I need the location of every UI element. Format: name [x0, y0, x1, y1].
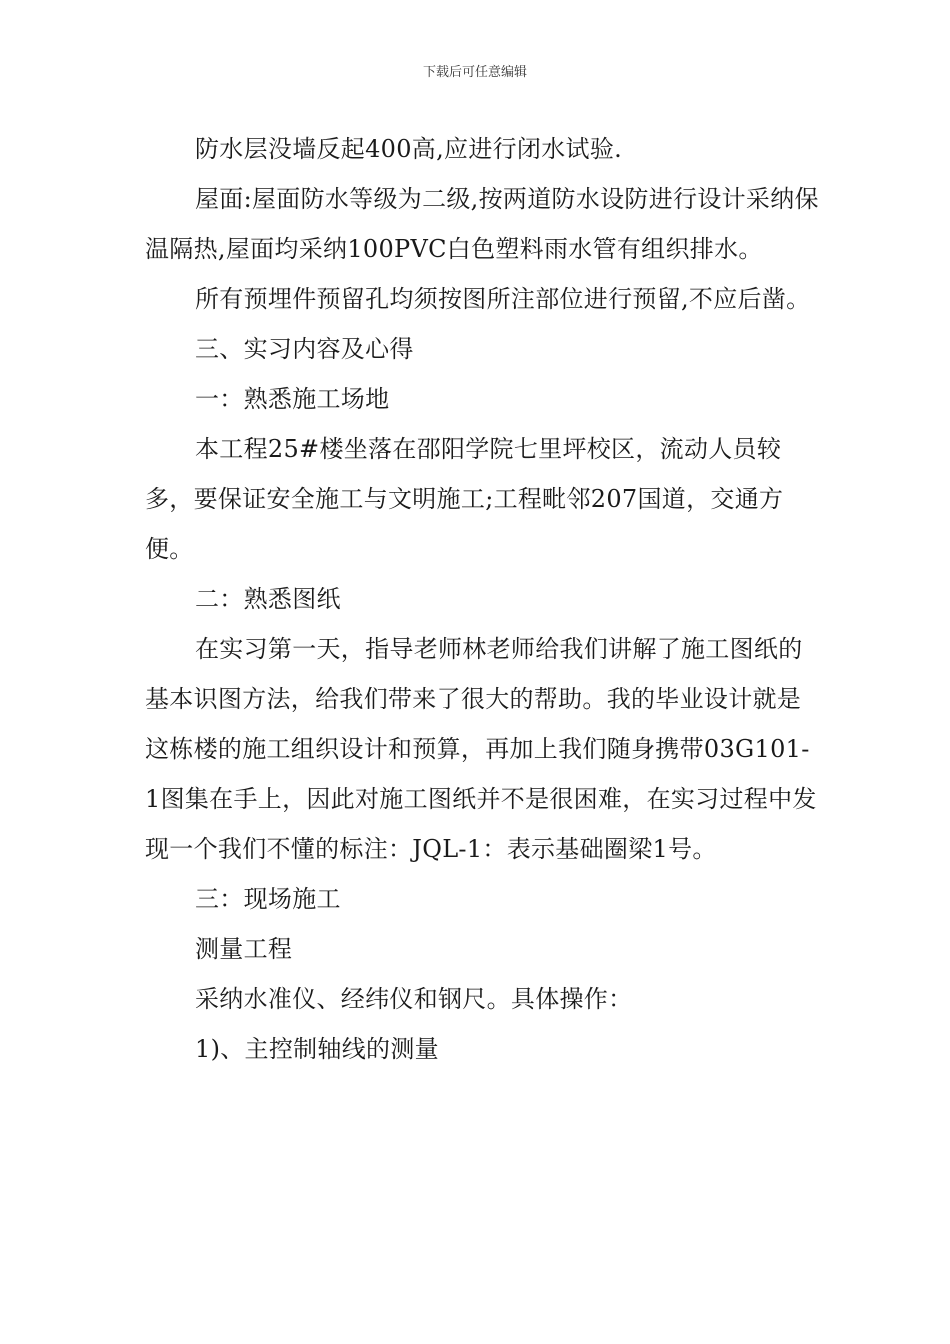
document-body — [145, 124, 825, 1074]
list-item-main-axis: 1)、主控制轴线的测量 — [195, 1035, 439, 1063]
subheading-site: 一：熟悉施工场地 — [195, 385, 390, 413]
paragraph-survey-tools: 采纳水准仪、经纬仪和钢尺。具体操作： — [195, 985, 633, 1013]
page-header-note: 下载后可任意编辑 — [422, 65, 527, 80]
subheading-survey: 测量工程 — [195, 935, 293, 963]
paragraph-embedded-parts: 所有预埋件预留孔均须按图所注部位进行预留,不应后凿。 — [195, 285, 811, 313]
paragraph-waterproof-layer: 防水层没墙反起400高,应进行闭水试验. — [195, 135, 623, 163]
paragraph-drawings-description: 在实习第一天，指导老师林老师给我们讲解了施工图纸的基本识图方法，给我们带来了很大的帮助。我的毕业设计就是这栋楼的施工组织设计和预算，再加上我们随身携带03G101-1图集在手上，因此对施工图纸并不是很困难，在实习过程中发现一个我们不懂的标注：JQL-1：表示基础圈梁1号。 — [145, 635, 817, 863]
subheading-drawings: 二：熟悉图纸 — [195, 585, 341, 613]
paragraph-roof: 屋面:屋面防水等级为二级,按两道防水设防进行设计采纳保温隔热,屋面均采纳100PVC白色塑料雨水管有组织排水。 — [145, 185, 819, 263]
paragraph-site-description: 本工程25#楼坐落在邵阳学院七里坪校区，流动人员较多，要保证安全施工与文明施工;工程毗邻207国道，交通方便。 — [145, 435, 784, 563]
section-heading-internship-content: 三、实习内容及心得 — [195, 335, 414, 363]
subheading-construction: 三：现场施工 — [195, 885, 341, 913]
